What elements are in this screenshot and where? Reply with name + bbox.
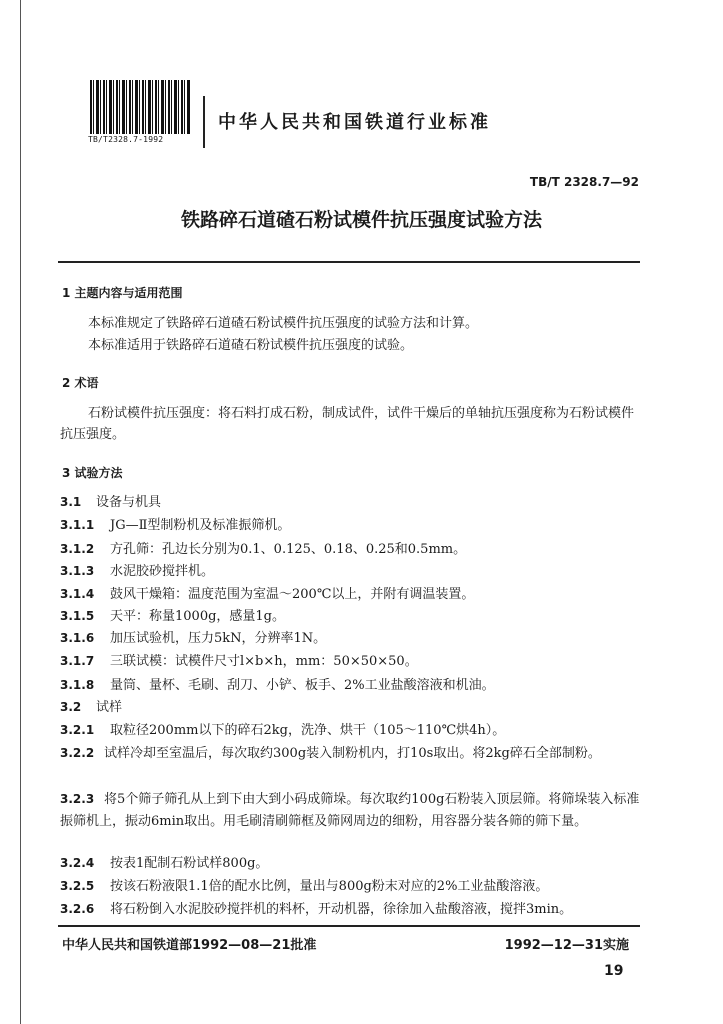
clause-number: 3.2.6 xyxy=(60,902,95,916)
clause-3-2 xyxy=(60,697,122,718)
list-item xyxy=(60,675,495,696)
clause-text: 水泥胶砂搅拌机。 xyxy=(110,564,215,579)
clause-number: 3.2.5 xyxy=(60,879,95,893)
clause-text: 天平：称量1000g，感量1g。 xyxy=(110,609,285,624)
clause-text: 取粒径200mm以下的碎石2kg，洗净、烘干（105～110℃烘4h）。 xyxy=(110,723,506,738)
clause-text: 按该石粉液限1.1倍的配水比例，量出与800g粉末对应的2%工业盐酸溶液。 xyxy=(110,879,549,894)
clause-text: 方孔筛：孔边长分别为0.1、0.125、0.18、0.25和0.5mm。 xyxy=(110,542,467,557)
clause-text: 按表1配制石粉试样800g。 xyxy=(110,856,269,871)
clause-number: 3.1.5 xyxy=(60,609,95,623)
org-title: 中华人民共和国铁道行业标准 xyxy=(218,112,491,133)
list-item xyxy=(60,539,466,560)
clause-number: 3.1.7 xyxy=(60,654,95,668)
clause-text: 设备与机具 xyxy=(96,495,162,510)
section-1-para-1: 本标准规定了铁路碎石道碴石粉试模件抗压强度的试验方法和计算。 xyxy=(88,316,479,331)
page-number: 19 xyxy=(604,963,624,979)
footer-rule xyxy=(58,925,640,927)
clause-text: 加压试验机，压力5kN，分辨率1N。 xyxy=(110,631,327,646)
clause-number: 3.1.2 xyxy=(60,542,95,556)
clause-text: 试样冷却至室温后，每次取约300g装入制粉机内，打10s取出。将2kg碎石全部制粉。 xyxy=(104,746,601,761)
list-item xyxy=(60,515,290,536)
document-title: 铁路碎石道碴石粉试模件抗压强度试验方法 xyxy=(180,209,542,231)
clause-number: 3.2.4 xyxy=(60,856,95,870)
standard-code: TB/T 2328.7—92 xyxy=(529,175,639,189)
section-1-heading: 1 主题内容与适用范围 xyxy=(62,286,183,300)
list-item xyxy=(60,651,418,672)
implementation-date: 1992—12—31实施 xyxy=(504,938,629,953)
clause-number: 3.2 xyxy=(60,700,82,714)
section-3-heading: 3 试验方法 xyxy=(62,466,123,480)
page-edge xyxy=(20,0,21,1024)
clause-text: JG—Ⅱ型制粉机及标准振筛机。 xyxy=(110,518,291,533)
barcode-image xyxy=(90,80,190,134)
list-item xyxy=(60,561,214,582)
clause-number: 3.1.1 xyxy=(60,518,95,532)
clause-text: 三联试模：试模件尺寸l×b×h，mm：50×50×50。 xyxy=(110,654,418,669)
list-item xyxy=(60,584,474,605)
clause-number: 3.2.1 xyxy=(60,723,95,737)
clause-number: 3.1.3 xyxy=(60,564,95,578)
list-item xyxy=(60,899,572,920)
clause-text: 量筒、量杯、毛刷、刮刀、小铲、板手、2%工业盐酸溶液和机油。 xyxy=(110,678,495,693)
clause-number: 3.1 xyxy=(60,495,82,509)
clause-text: 将5个筛子筛孔从上到下由大到小码成筛垛。每次取约100g石粉装入顶层筛。将筛垛装入标准振筛机上，振动6min取出。用毛刷清刷筛框及筛网周边的细粉，用容器分装各筛的筛下量。 xyxy=(60,792,640,829)
clause-text: 试样 xyxy=(96,700,123,715)
list-item xyxy=(60,876,548,897)
list-item xyxy=(60,742,640,765)
list-item xyxy=(60,788,640,833)
clause-number: 3.2.3 xyxy=(60,792,95,806)
section-1-para-2: 本标准适用于铁路碎石道碴石粉试模件抗压强度的试验。 xyxy=(88,338,414,353)
section-2-heading: 2 术语 xyxy=(62,376,99,390)
section-2-para: 石粉试模件抗压强度：将石料打成石粉，制成试件，试件干燥后的单轴抗压强度称为石粉试模件抗压强度。 xyxy=(60,406,635,442)
clause-text: 鼓风干燥箱：温度范围为室温～200℃以上，并附有调温装置。 xyxy=(110,587,475,602)
list-item xyxy=(60,720,505,741)
clause-text: 将石粉倒入水泥胶砂搅拌机的料杯，开动机器，徐徐加入盐酸溶液，搅拌3min。 xyxy=(110,902,573,917)
list-item xyxy=(60,853,268,874)
clause-number: 3.1.4 xyxy=(60,587,95,601)
approval-line: 中华人民共和国铁道部1992—08—21批准 xyxy=(62,938,317,953)
list-item xyxy=(60,628,326,649)
clause-number: 3.2.2 xyxy=(60,746,95,760)
title-rule xyxy=(58,261,640,263)
header-divider xyxy=(203,96,205,148)
clause-number: 3.1.6 xyxy=(60,631,95,645)
list-item xyxy=(60,606,285,627)
clause-number: 3.1.8 xyxy=(60,678,95,692)
clause-3-1 xyxy=(60,492,161,513)
barcode-caption: TB/T2328.7-1992 xyxy=(88,135,164,144)
